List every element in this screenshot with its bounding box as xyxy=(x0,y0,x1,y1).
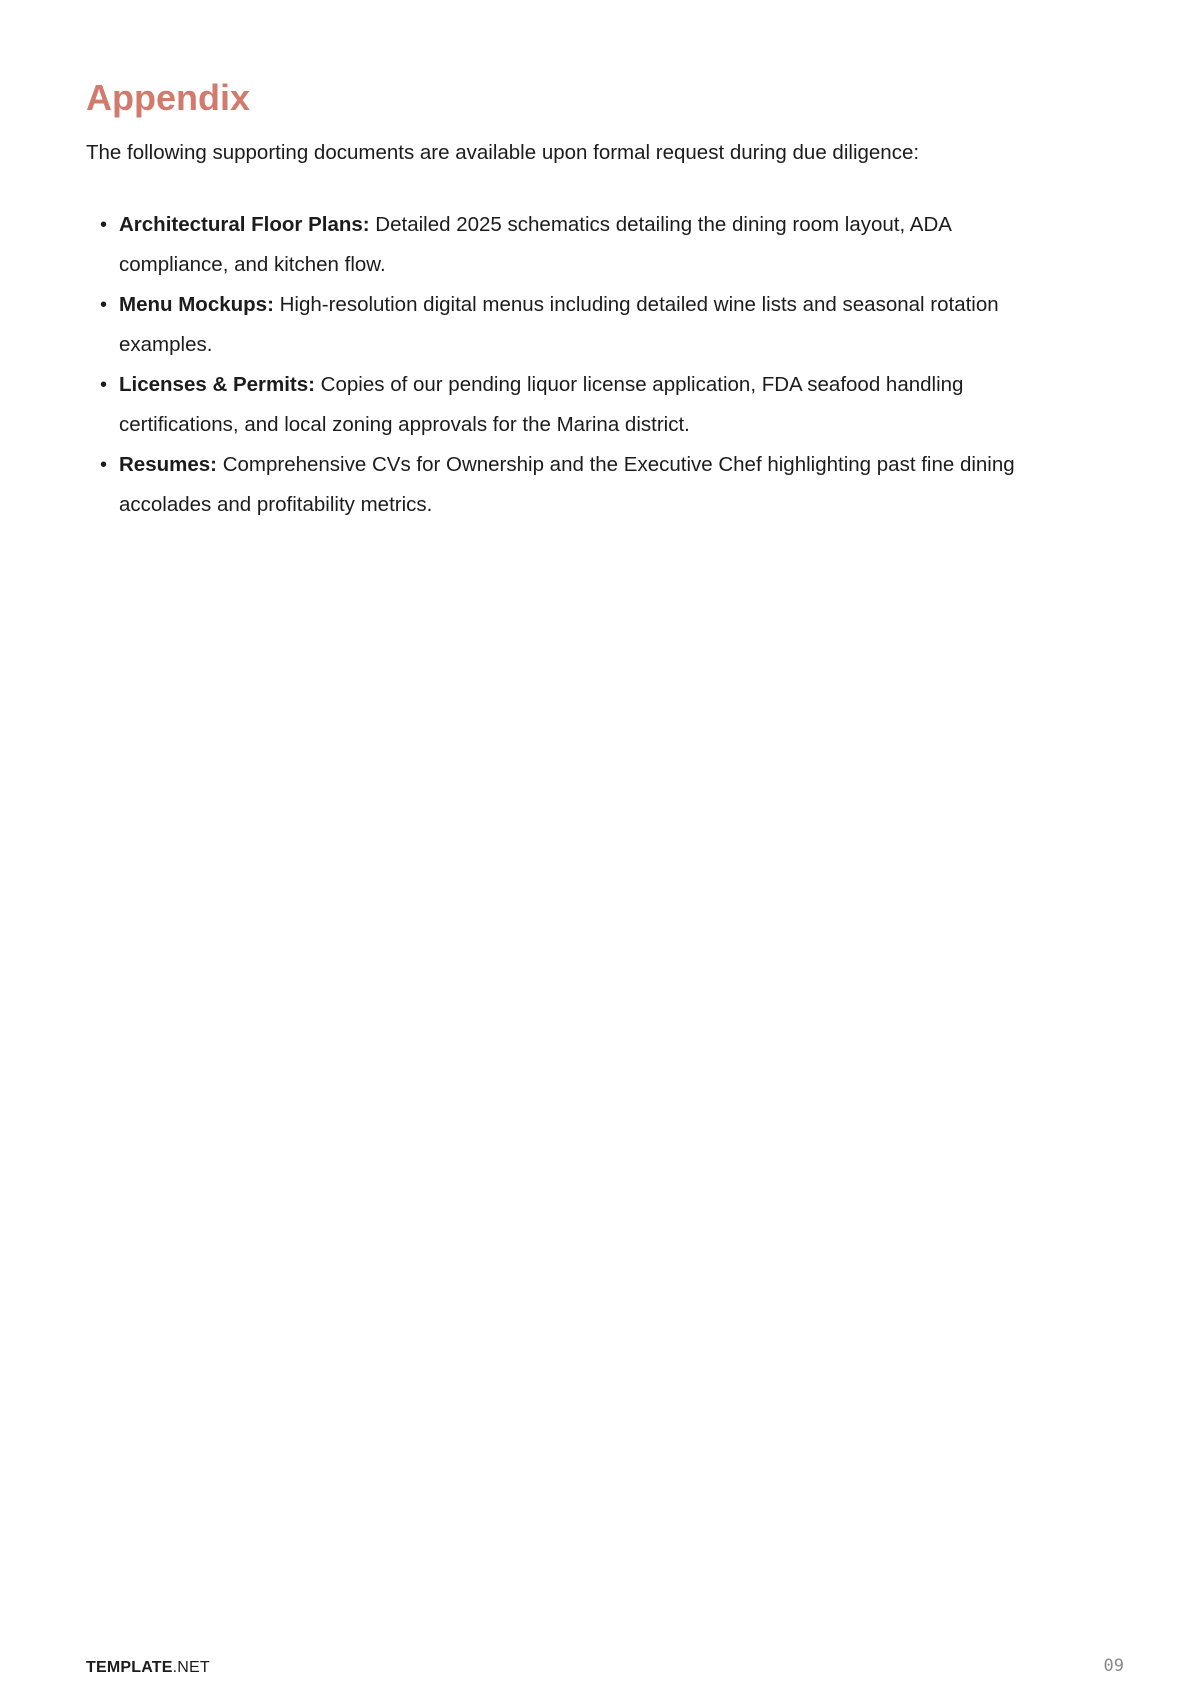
page-heading: Appendix xyxy=(86,77,251,118)
footer-brand-logo xyxy=(86,1658,210,1678)
list-item-menu-mockups xyxy=(100,285,1060,365)
list-item-text: Detailed 2025 schematics detailing the dining room layout, ADA compliance, and kitchen flow. xyxy=(119,213,951,276)
list-item-floor-plans xyxy=(100,205,1060,285)
bullet-icon: • xyxy=(100,454,108,476)
brand-name-strong: TEMPLATE xyxy=(86,1659,173,1676)
bullet-icon: • xyxy=(100,294,108,316)
supporting-documents-list xyxy=(100,205,1060,525)
list-item-licenses-permits xyxy=(100,365,1060,445)
list-item-resumes xyxy=(100,445,1060,525)
list-item-title: Menu Mockups: xyxy=(119,293,274,316)
page-number: 09 xyxy=(1103,1656,1124,1676)
bullet-icon: • xyxy=(100,214,108,236)
intro-paragraph: The following supporting documents are available upon formal request during due diligence: xyxy=(86,141,920,164)
list-item-text: Copies of our pending liquor license application, FDA seafood handling certifications, and local zoning approvals for the Marina district. xyxy=(119,373,964,436)
list-item-title: Resumes: xyxy=(119,453,217,476)
bullet-icon: • xyxy=(100,374,108,396)
list-item-text: High-resolution digital menus including detailed wine lists and seasonal rotation examples. xyxy=(119,293,999,356)
brand-name-suffix: .NET xyxy=(172,1659,210,1676)
list-item-text: Comprehensive CVs for Ownership and the Executive Chef highlighting past fine dining accolades and profitability metrics. xyxy=(119,453,1015,516)
list-item-title: Licenses & Permits: xyxy=(119,373,315,396)
list-item-title: Architectural Floor Plans: xyxy=(119,213,370,236)
